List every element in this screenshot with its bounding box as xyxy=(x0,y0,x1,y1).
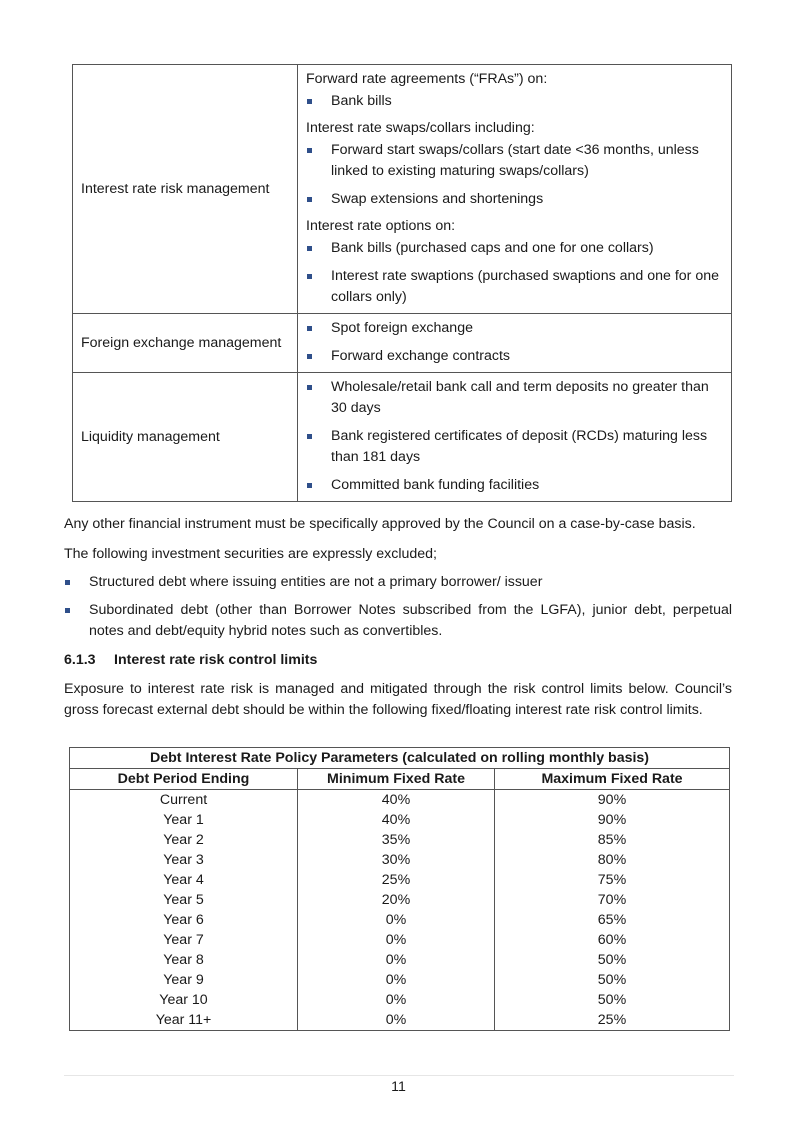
bullet-icon xyxy=(307,99,312,104)
category-label: Foreign exchange management xyxy=(81,334,282,351)
table-cell: Year 10 xyxy=(70,990,298,1010)
table-body xyxy=(70,790,730,1031)
bullet-icon xyxy=(65,580,70,585)
table-cell: 20% xyxy=(298,890,495,910)
table-cell: 0% xyxy=(298,970,495,990)
page-number: 11 xyxy=(391,1079,406,1095)
table-row xyxy=(73,373,732,502)
table-cell: 75% xyxy=(495,870,730,890)
category-label: Interest rate risk management xyxy=(81,180,270,197)
instruments-table xyxy=(72,64,732,502)
table-row xyxy=(70,890,730,910)
category-cell xyxy=(73,373,298,502)
table-cell: Year 3 xyxy=(70,850,298,870)
bullet-icon xyxy=(307,354,312,359)
table-cell: 80% xyxy=(495,850,730,870)
table-cell: 90% xyxy=(495,790,730,811)
column-header: Minimum Fixed Rate xyxy=(298,769,495,790)
table-cell: 85% xyxy=(495,830,730,850)
list-item: Bank registered certificates of deposit (RCDs) maturing less than 181 days xyxy=(306,426,723,468)
bullet-icon xyxy=(307,385,312,390)
section-number: 6.1.3 xyxy=(64,652,96,668)
table-row xyxy=(70,810,730,830)
footer-divider xyxy=(64,1075,734,1076)
group-heading: Interest rate options on: xyxy=(306,218,456,234)
bullet-list xyxy=(306,238,723,308)
bullet-list xyxy=(306,318,723,367)
group-heading: Interest rate swaps/collars including: xyxy=(306,120,535,136)
instruments-cell xyxy=(298,314,732,373)
table-row xyxy=(70,910,730,930)
list-item: Committed bank funding facilities xyxy=(306,475,723,496)
list-item: Swap extensions and shortenings xyxy=(306,189,723,210)
table-cell: 50% xyxy=(495,970,730,990)
table-row xyxy=(70,790,730,811)
list-item: Bank bills xyxy=(306,91,723,112)
list-item: Wholesale/retail bank call and term deposits no greater than 30 days xyxy=(306,377,723,419)
table-cell: 70% xyxy=(495,890,730,910)
table-cell: 90% xyxy=(495,810,730,830)
table-cell: 50% xyxy=(495,990,730,1010)
table-cell: Year 5 xyxy=(70,890,298,910)
table-cell: Year 8 xyxy=(70,950,298,970)
category-cell xyxy=(73,314,298,373)
bullet-icon xyxy=(307,246,312,251)
table-row xyxy=(70,870,730,890)
table-cell: 0% xyxy=(298,1010,495,1031)
table-cell: 65% xyxy=(495,910,730,930)
bullet-icon xyxy=(307,148,312,153)
excluded-list xyxy=(64,572,732,642)
table-cell: 35% xyxy=(298,830,495,850)
instruments-cell xyxy=(298,65,732,314)
table-row xyxy=(73,65,732,314)
bullet-icon xyxy=(307,197,312,202)
bullet-icon xyxy=(65,608,70,613)
table-title: Debt Interest Rate Policy Parameters (calculated on rolling monthly basis) xyxy=(70,748,730,769)
table-cell: 60% xyxy=(495,930,730,950)
bullet-list xyxy=(306,91,723,112)
table-cell: Year 2 xyxy=(70,830,298,850)
list-item: Spot foreign exchange xyxy=(306,318,723,339)
table-cell: Year 1 xyxy=(70,810,298,830)
table-cell: 40% xyxy=(298,810,495,830)
table-cell: 0% xyxy=(298,950,495,970)
table-cell: 30% xyxy=(298,850,495,870)
table-cell: 0% xyxy=(298,990,495,1010)
table-cell: 0% xyxy=(298,910,495,930)
category-label: Liquidity management xyxy=(81,428,220,445)
list-item: Interest rate swaptions (purchased swaptions and one for one collars only) xyxy=(306,266,723,308)
table-row xyxy=(70,990,730,1010)
table-row xyxy=(70,970,730,990)
list-item: Bank bills (purchased caps and one for one collars) xyxy=(306,238,723,259)
bullet-list xyxy=(306,140,723,210)
rate-limits-table xyxy=(69,747,730,1031)
table-row xyxy=(70,950,730,970)
list-item: Forward start swaps/collars (start date <36 months, unless linked to existing maturing swaps/collars) xyxy=(306,140,723,182)
table-cell: Year 7 xyxy=(70,930,298,950)
table-cell: 25% xyxy=(298,870,495,890)
table-row xyxy=(73,314,732,373)
excluded-intro: The following investment securities are expressly excluded; xyxy=(64,546,437,562)
column-header: Maximum Fixed Rate xyxy=(495,769,730,790)
approval-paragraph: Any other financial instrument must be specifically approved by the Council on a case-by-case basis. xyxy=(64,516,696,532)
table-cell: 25% xyxy=(495,1010,730,1031)
table-row xyxy=(70,850,730,870)
list-item: Subordinated debt (other than Borrower Notes subscribed from the LGFA), junior debt, perpetual notes and debt/equity hybrid notes such as convertibles. xyxy=(64,600,732,642)
group-heading: Forward rate agreements (“FRAs”) on: xyxy=(306,71,548,87)
instruments-cell xyxy=(298,373,732,502)
table-cell: 0% xyxy=(298,930,495,950)
table-row xyxy=(70,830,730,850)
section-heading xyxy=(64,650,317,671)
category-cell xyxy=(73,65,298,314)
section-title: Interest rate risk control limits xyxy=(114,652,318,668)
table-cell: 50% xyxy=(495,950,730,970)
list-item: Structured debt where issuing entities are not a primary borrower/ issuer xyxy=(64,572,732,593)
bullet-icon xyxy=(307,434,312,439)
table-cell: Year 6 xyxy=(70,910,298,930)
table-cell: Current xyxy=(70,790,298,811)
section-paragraph: Exposure to interest rate risk is managed and mitigated through the risk control limits below. Council’s gross forecast external debt should be within the following fixed/floating interest rate risk control limits. xyxy=(64,681,732,718)
bullet-icon xyxy=(307,483,312,488)
bullet-list xyxy=(306,377,723,496)
list-item: Forward exchange contracts xyxy=(306,346,723,367)
bullet-icon xyxy=(307,274,312,279)
column-header: Debt Period Ending xyxy=(70,769,298,790)
table-row xyxy=(70,1010,730,1031)
table-cell: Year 11+ xyxy=(70,1010,298,1031)
table-cell: Year 9 xyxy=(70,970,298,990)
table-cell: Year 4 xyxy=(70,870,298,890)
bullet-icon xyxy=(307,326,312,331)
table-cell: 40% xyxy=(298,790,495,811)
table-row xyxy=(70,930,730,950)
